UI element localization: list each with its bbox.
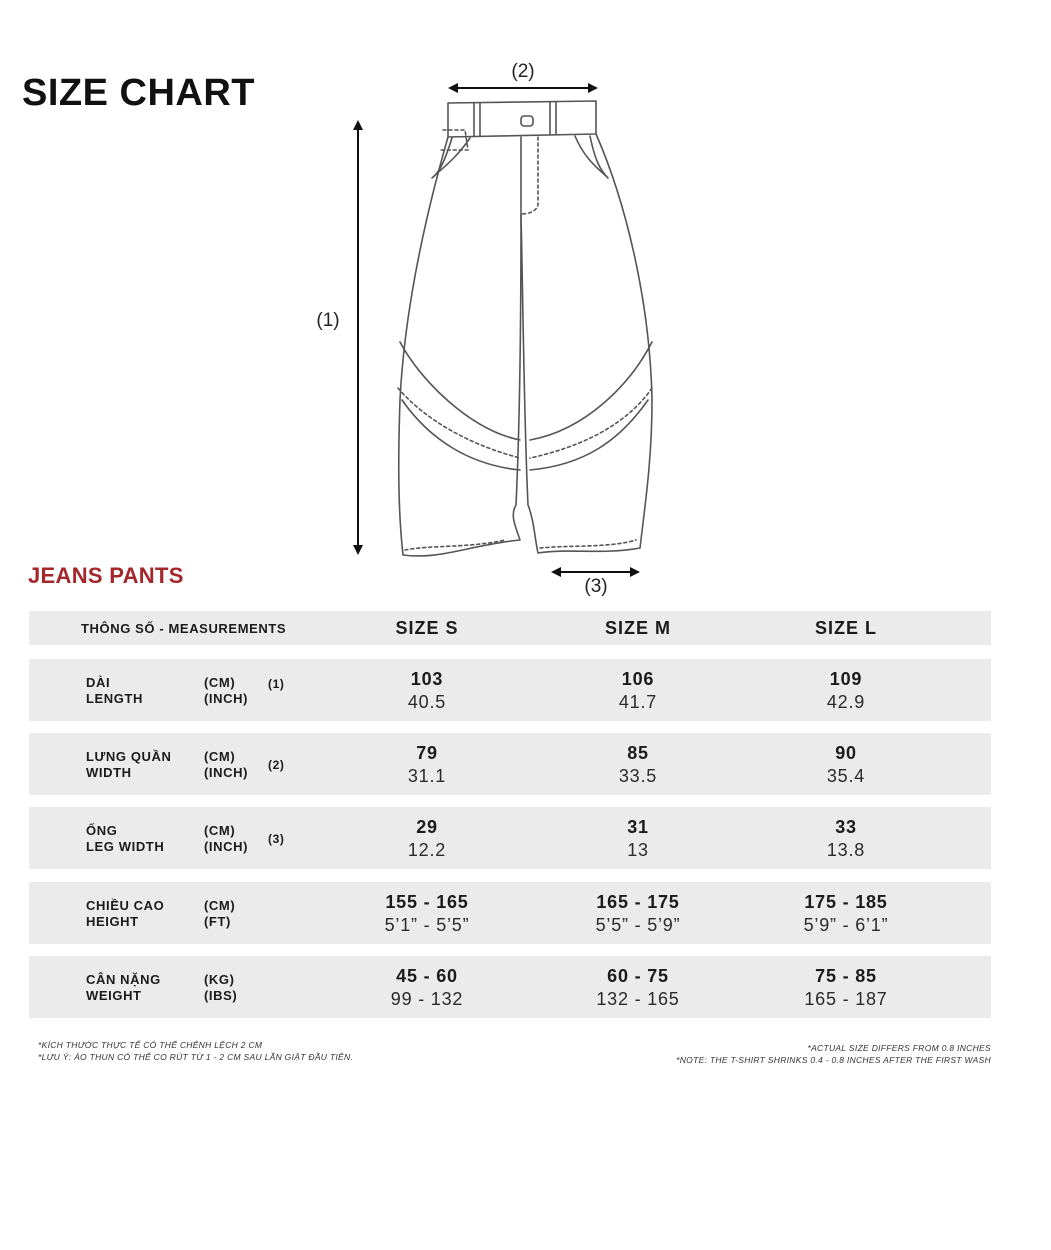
size-s-header: SIZE S	[395, 618, 459, 638]
size-m-value-secondary: 33.5	[618, 766, 658, 786]
row-unit-primary: (KG)	[204, 972, 235, 987]
row-unit-primary: (CM)	[204, 675, 236, 690]
size-m-value-primary: 60 - 75	[607, 966, 669, 986]
row-unit-primary: (CM)	[204, 823, 236, 838]
size-s-value-primary: 45 - 60	[396, 966, 458, 986]
table-row-leg-width	[29, 807, 991, 869]
size-s-value-secondary: 12.2	[407, 840, 447, 860]
leg-marker: (3)	[584, 576, 608, 597]
size-s-value-secondary: 5’1” - 5’5”	[384, 915, 470, 935]
row-name-en: WEIGHT	[86, 988, 142, 1003]
size-l-value-primary: 109	[829, 669, 863, 689]
row-unit-primary: (CM)	[204, 898, 236, 913]
size-m-value-primary: 85	[627, 743, 649, 763]
table-row-length	[29, 659, 991, 721]
table-row-width	[29, 733, 991, 795]
note-en-size-difference: *ACTUAL SIZE DIFFERS FROM 0.8 INCHES	[807, 1043, 991, 1053]
table-row-weight	[29, 956, 991, 1018]
size-m-value-secondary: 132 - 165	[596, 989, 680, 1009]
size-s-value-primary: 29	[416, 817, 438, 837]
size-l-header: SIZE L	[814, 618, 877, 638]
waist-marker: (2)	[511, 61, 535, 82]
size-l-value-primary: 175 - 185	[804, 892, 888, 912]
size-l-value-secondary: 42.9	[826, 692, 866, 712]
size-s-value-primary: 103	[410, 669, 444, 689]
row-name-vi: CÂN NẶNG	[86, 972, 161, 987]
row-name-vi: ỐNG	[86, 823, 118, 838]
table-row-height	[29, 882, 991, 944]
size-m-value-secondary: 41.7	[618, 692, 658, 712]
row-ref-marker: (2)	[268, 758, 285, 772]
row-unit-secondary: (IBS)	[204, 988, 238, 1003]
size-l-value-secondary: 35.4	[826, 766, 866, 786]
jeans-diagram	[0, 0, 1051, 610]
row-ref-marker: (3)	[268, 832, 285, 846]
size-m-value-secondary: 13	[627, 840, 649, 860]
row-ref-marker: (1)	[268, 677, 285, 691]
jeans-outline	[398, 101, 652, 556]
size-l-value-primary: 90	[835, 743, 857, 763]
table-header	[29, 611, 991, 645]
size-l-value-primary: 75 - 85	[815, 966, 877, 986]
size-m-value-primary: 106	[621, 669, 655, 689]
size-s-value-secondary: 31.1	[407, 766, 447, 786]
size-s-value-secondary: 99 - 132	[390, 989, 464, 1009]
row-unit-secondary: (INCH)	[204, 839, 249, 854]
size-l-value-primary: 33	[835, 817, 857, 837]
note-en-shrinkage: *NOTE: THE T-SHIRT SHRINKS 0.4 - 0.8 INCHES AFTER THE FIRST WASH	[676, 1055, 991, 1065]
size-m-header: SIZE M	[604, 618, 671, 638]
row-unit-secondary: (FT)	[204, 914, 231, 929]
size-m-value-primary: 31	[627, 817, 649, 837]
row-unit-secondary: (INCH)	[204, 691, 249, 706]
note-vi-shrinkage: *LƯU Ý: ÁO THUN CÓ THỂ CO RÚT TỪ 1 - 2 CM SAU LẦN GIẶT ĐẦU TIÊN.	[38, 1052, 354, 1062]
measurements-header: THÔNG SỐ - MEASUREMENTS	[81, 621, 287, 636]
size-m-value-secondary: 5’5” - 5’9”	[595, 915, 681, 935]
size-s-value-primary: 155 - 165	[385, 892, 469, 912]
size-s-value-primary: 79	[416, 743, 438, 763]
row-name-en: HEIGHT	[86, 914, 139, 929]
row-name-en: LEG WIDTH	[86, 839, 165, 854]
size-l-value-secondary: 13.8	[826, 840, 866, 860]
size-m-value-primary: 165 - 175	[596, 892, 680, 912]
size-s-value-secondary: 40.5	[407, 692, 447, 712]
row-name-vi: LƯNG QUẦN	[86, 749, 172, 764]
row-name-en: LENGTH	[86, 691, 144, 706]
row-unit-primary: (CM)	[204, 749, 236, 764]
product-title: JEANS PANTS	[28, 563, 184, 588]
row-name-en: WIDTH	[86, 765, 132, 780]
row-name-vi: DÀI	[86, 675, 111, 690]
row-name-vi: CHIỀU CAO	[86, 898, 165, 913]
note-vi-size-difference: *KÍCH THƯỚC THỰC TẾ CÓ THỂ CHÊNH LỆCH 2 CM	[38, 1040, 263, 1050]
page-title: SIZE CHART	[22, 72, 255, 114]
row-unit-secondary: (INCH)	[204, 765, 249, 780]
length-marker: (1)	[316, 310, 340, 331]
size-l-value-secondary: 5’9” - 6’1”	[803, 915, 889, 935]
size-l-value-secondary: 165 - 187	[804, 989, 888, 1009]
